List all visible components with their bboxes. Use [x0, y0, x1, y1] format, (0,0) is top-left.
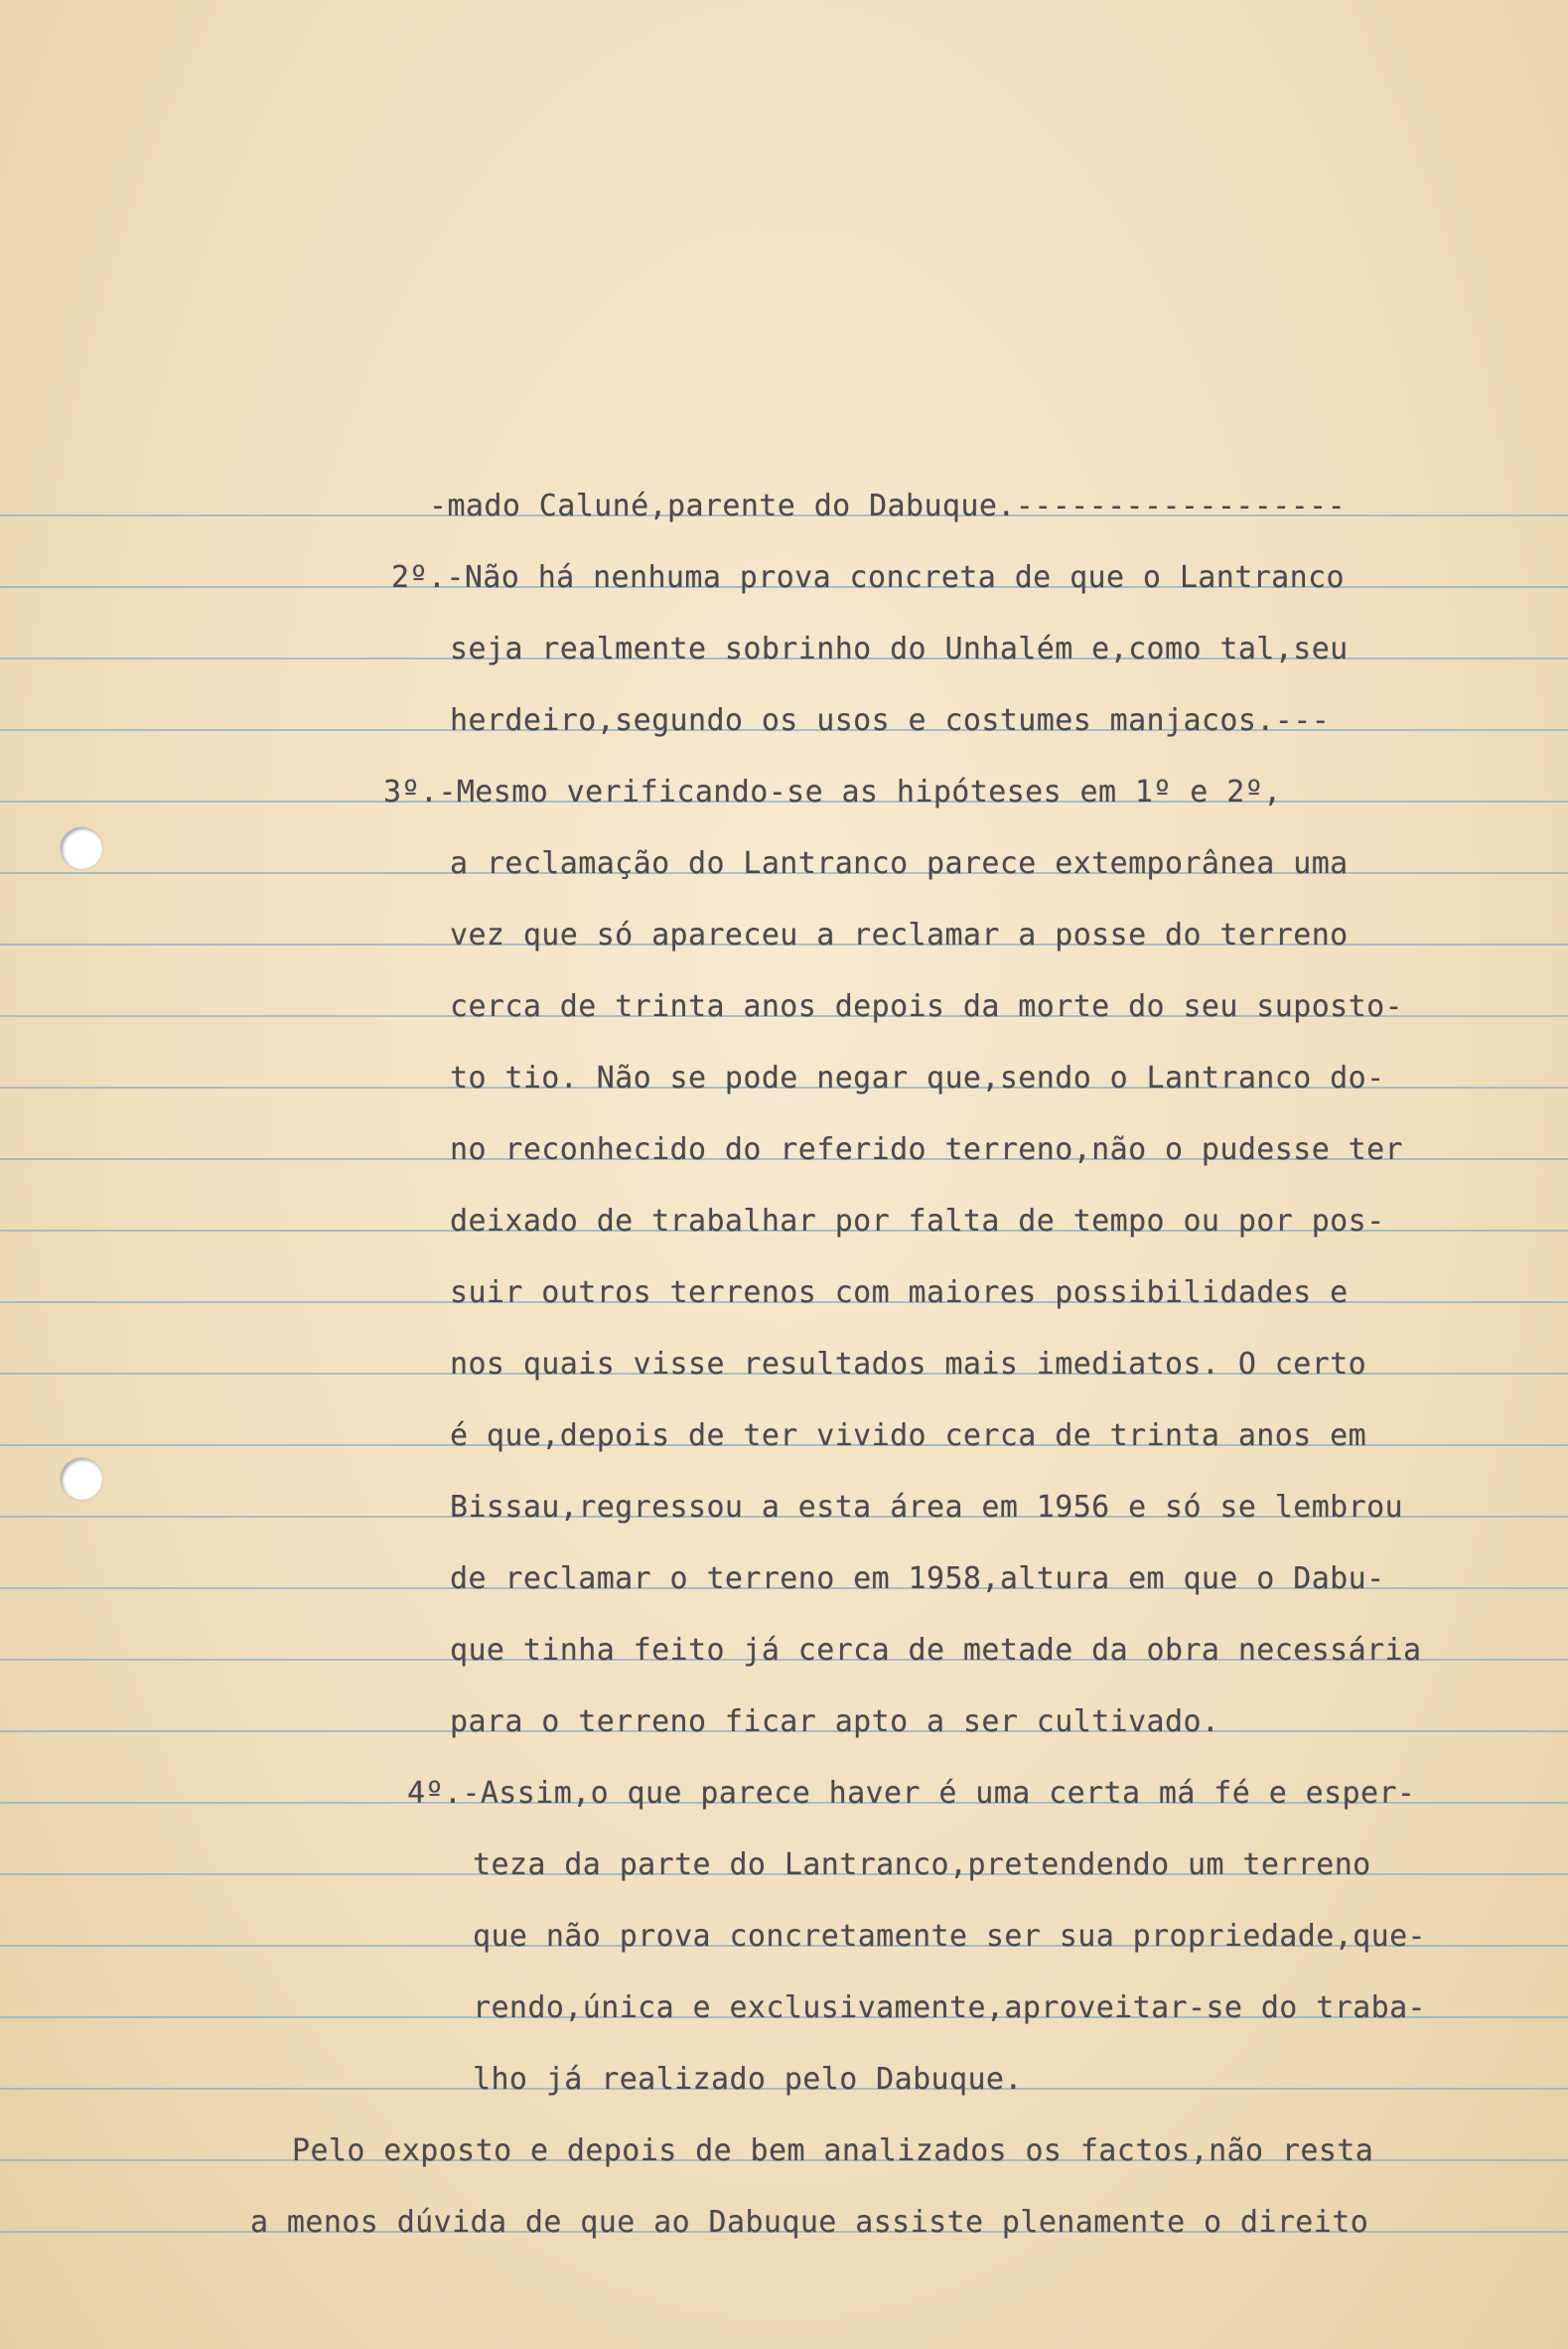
text-line: é que,depois de ter vivido cerca de trinta anos em — [450, 1418, 1367, 1453]
text-line: que não prova concretamente ser sua propriedade,que- — [473, 1919, 1426, 1954]
text-line: deixado de trabalhar por falta de tempo ou por pos- — [450, 1204, 1385, 1239]
text-line: nos quais visse resultados mais imediatos. O certo — [450, 1347, 1367, 1382]
text-line: seja realmente sobrinho do Unhalém e,como tal,seu — [450, 632, 1349, 666]
text-line: -mado Caluné,parente do Dabuque.------------------ — [429, 489, 1347, 523]
text-line: 4º.-Assim,o que parece haver é uma certa má fé e esper- — [407, 1776, 1416, 1811]
text-line: a menos dúvida de que ao Dabuque assiste plenamente o direito — [250, 2205, 1369, 2240]
text-line: lho já realizado pelo Dabuque. — [473, 2062, 1023, 2097]
text-line: rendo,única e exclusivamente,aproveitar-se do traba- — [473, 1990, 1426, 2025]
text-line: cerca de trinta anos depois da morte do seu suposto- — [450, 989, 1403, 1024]
text-line: Bissau,regressou a esta área em 1956 e só se lembrou — [450, 1490, 1403, 1525]
text-line: herdeiro,segundo os usos e costumes manjacos.--- — [450, 703, 1331, 738]
text-line: to tio. Não se pode negar que,sendo o Lantranco do- — [450, 1061, 1385, 1096]
text-line: suir outros terrenos com maiores possibilidades e — [450, 1275, 1349, 1310]
text-line: que tinha feito já cerca de metade da obra necessária — [450, 1633, 1422, 1668]
text-line: 2º.-Não há nenhuma prova concreta de que o Lantranco — [391, 560, 1345, 595]
text-line: Pelo exposto e depois de bem analizados os factos,não resta — [292, 2133, 1374, 2168]
text-line: teza da parte do Lantranco,pretendendo um terreno — [473, 1847, 1371, 1882]
text-line: de reclamar o terreno em 1958,altura em que o Dabu- — [450, 1561, 1385, 1596]
text-line: vez que só apareceu a reclamar a posse do terreno — [450, 918, 1349, 953]
text-line: 3º.-Mesmo verificando-se as hipóteses em 1º e 2º, — [383, 775, 1282, 809]
text-line: a reclamação do Lantranco parece extemporânea uma — [450, 846, 1349, 881]
text-line: no reconhecido do referido terreno,não o pudesse ter — [450, 1132, 1403, 1167]
text-line: para o terreno ficar apto a ser cultivado. — [450, 1704, 1220, 1739]
